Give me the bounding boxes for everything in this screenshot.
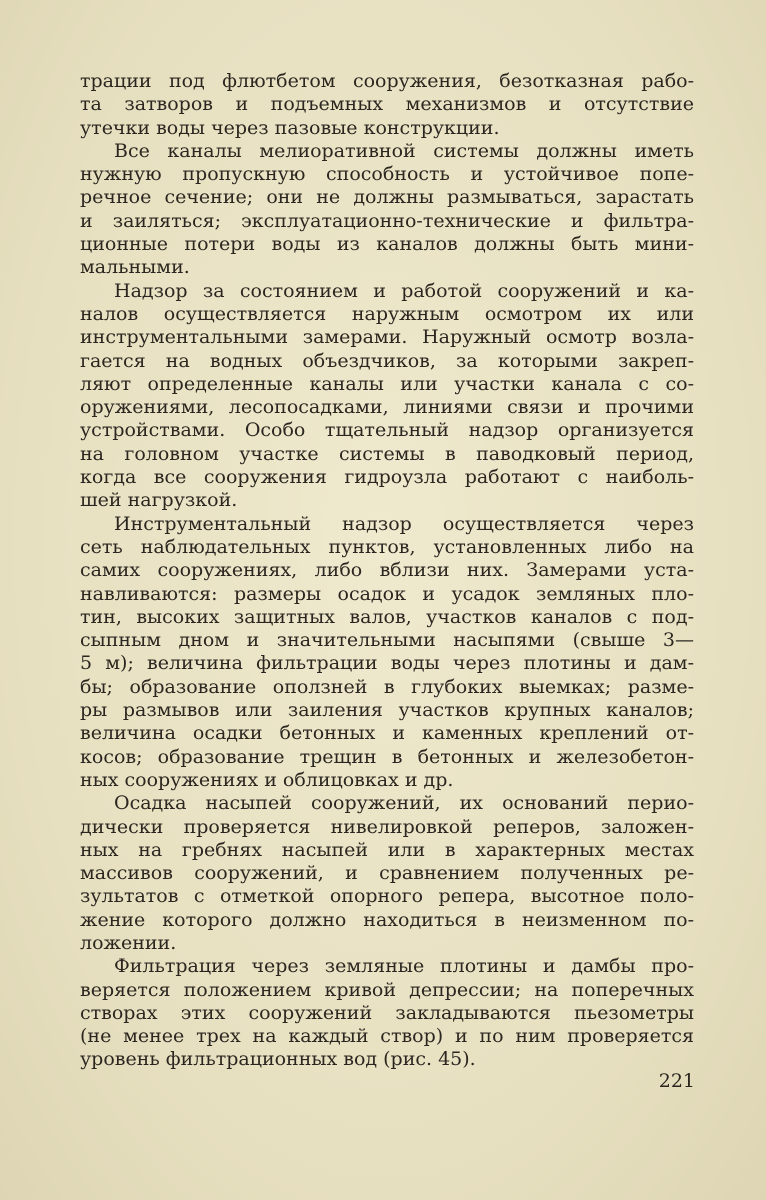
text-line: ных на гребнях насыпей или в характерных местах	[80, 838, 694, 861]
text-line: косов; образование трещин в бетонных и железобетон-	[80, 745, 694, 768]
text-line: веряется положением кривой депрессии; на поперечных	[80, 978, 694, 1001]
text-line: мальными.	[80, 256, 190, 279]
text-line: величина осадки бетонных и каменных креплений от-	[80, 722, 694, 745]
text-line: зультатов с отметкой опорного репера, высотное поло-	[80, 885, 694, 908]
text-line: утечки воды через пазовые конструкции.	[80, 116, 500, 139]
text-line: ры размывов или заиления участков крупных каналов;	[80, 699, 694, 722]
text-line: массивов сооружений, и сравнением полученных ре-	[80, 862, 694, 885]
text-line: и заиляться; эксплуатационно-технические и фильтра-	[80, 209, 694, 232]
body-text	[80, 70, 694, 1072]
text-line: инструментальными замерами. Наружный осмотр возла-	[80, 326, 694, 349]
text-line: Надзор за состоянием и работой сооружений и ка-	[114, 279, 694, 302]
text-line: налов осуществляется наружным осмотром их или	[80, 302, 694, 325]
text-line: ложении.	[80, 931, 177, 954]
text-line: уровень фильтрационных вод (рис. 45).	[80, 1048, 476, 1071]
text-line: Фильтрация через земляные плотины и дамбы про-	[114, 955, 694, 978]
text-line: бы; образование оползней в глубоких выемках; разме-	[80, 675, 694, 698]
text-line: створах этих сооружений закладываются пьезометры	[80, 1001, 694, 1024]
text-line: Инструментальный надзор осуществляется через	[114, 512, 694, 535]
text-line: шей нагрузкой.	[80, 489, 238, 512]
text-line: на головном участке системы в паводковый период,	[80, 442, 694, 465]
text-line: навливаются: размеры осадок и усадок земляных пло-	[80, 582, 694, 605]
text-line: та затворов и подъемных механизмов и отсутствие	[80, 93, 694, 116]
text-line: дически проверяется нивелировкой реперов, заложен-	[80, 815, 694, 838]
page-number: 221	[658, 1070, 695, 1092]
text-line: самих сооружениях, либо вблизи них. Замерами уста-	[80, 559, 694, 582]
text-line: тин, высоких защитных валов, участков каналов с под-	[80, 605, 694, 628]
text-line: жение которого должно находиться в неизменном по-	[80, 908, 694, 931]
text-line: гается на водных объездчиков, за которыми закреп-	[80, 349, 694, 372]
text-line: Осадка насыпей сооружений, их оснований перио-	[114, 792, 694, 815]
text-line: сыпным дном и значительными насыпями (свыше 3—	[80, 629, 694, 652]
text-line: (не менее трех на каждый створ) и по ним проверяется	[80, 1025, 694, 1048]
text-line: нужную пропускную способность и устойчивое попе-	[80, 163, 694, 186]
text-line: ляют определенные каналы или участки канала с со-	[80, 372, 694, 395]
text-line: когда все сооружения гидроузла работают с наиболь-	[80, 466, 694, 489]
text-line: устройствами. Особо тщательный надзор организуется	[80, 419, 694, 442]
text-line: трации под флютбетом сооружения, безотказная рабо-	[80, 70, 694, 92]
text-line: 5 м); величина фильтрации воды через плотины и дам-	[80, 652, 694, 675]
text-line: оружениями, лесопосадками, линиями связи и прочими	[80, 396, 694, 419]
text-line: сеть наблюдательных пунктов, установленных либо на	[80, 535, 694, 558]
text-line: ционные потери воды из каналов должны быть мини-	[80, 233, 694, 256]
text-line: речное сечение; они не должны размываться, зарастать	[80, 186, 694, 209]
text-line: ных сооружениях и облицовках и др.	[80, 768, 454, 791]
text-line: Все каналы мелиоративной системы должны иметь	[114, 139, 694, 162]
